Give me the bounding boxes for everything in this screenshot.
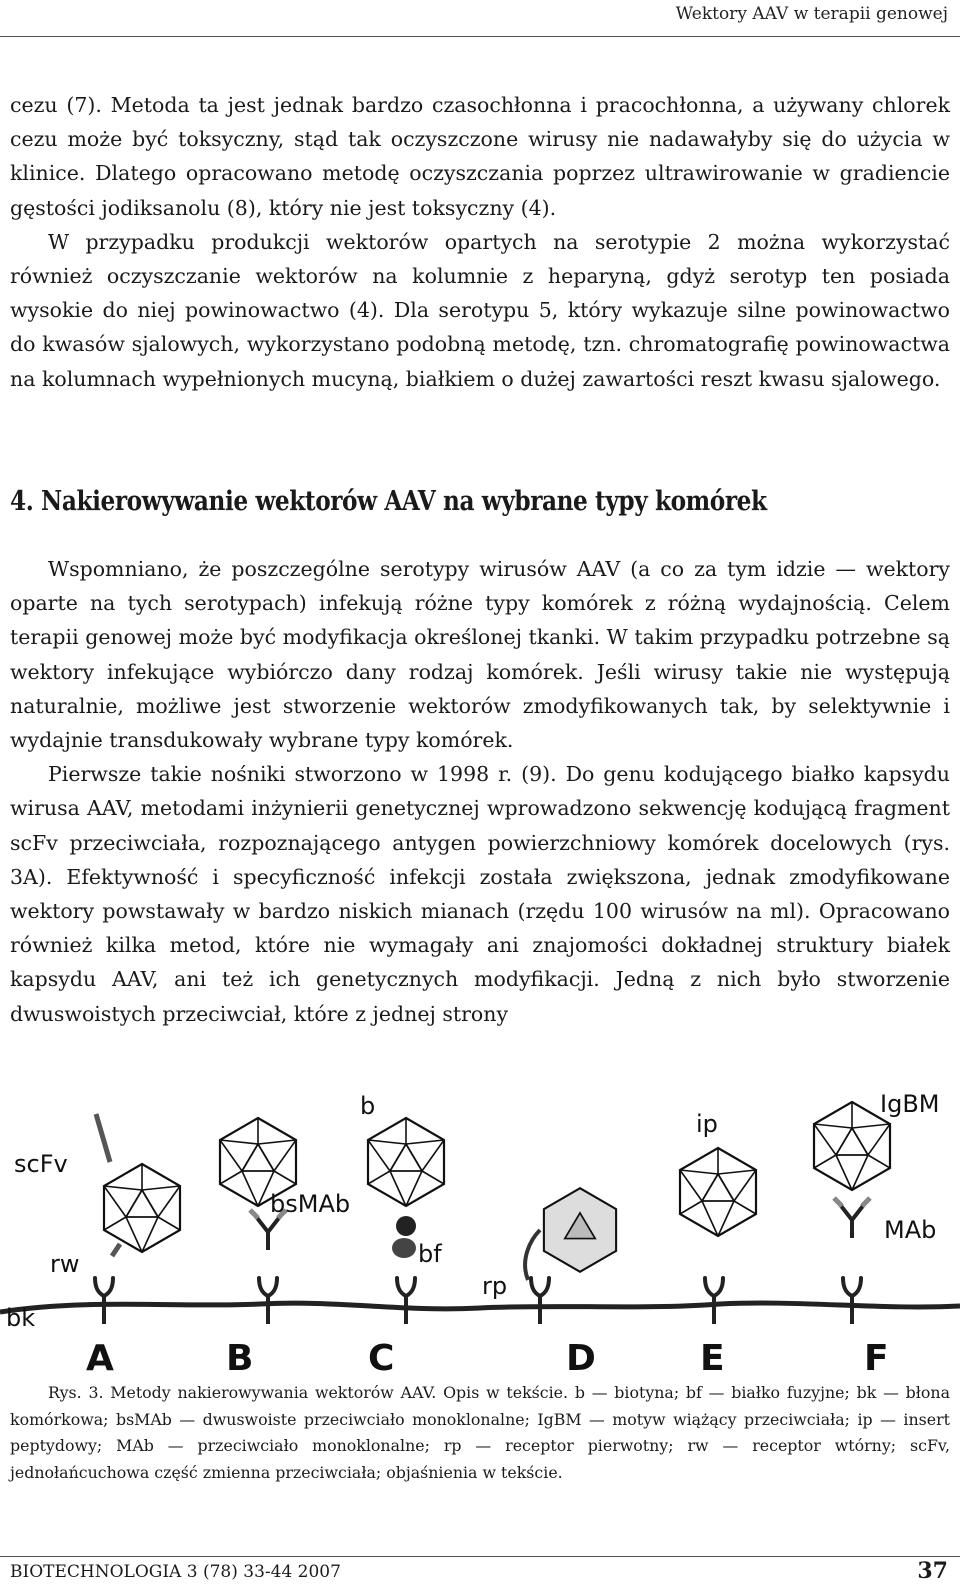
panel-e-diagram [680, 1148, 756, 1324]
paragraph: Pierwsze takie nośniki stworzono w 1998 r. (9). Do genu kodującego białko kapsydu wirusa AAV, metodami inżynierii genetycznej wprowadzono sekwencję kodującą fragment scFv przeciwciała, rozpoznającego antygen powierzchniowy komórek docelowych (rys. 3A). Efektywność i specyficzność infekcji została zwiększona, jednak zmodyfikowane wektory powstawały w bardzo niskich mianach (rzędu 100 wirusów na ml). Opracowano również kilka metod, które nie wymagały ani znajomości dokładnej struktury białek kapsydu AAV, ani też ich genetycznych modyfikacji. Jedną z nich było stworzenie dwuswoistych przeciwciał, które z jednej strony [10, 762, 950, 1026]
header-rule [0, 36, 960, 37]
panel-d-diagram [525, 1188, 616, 1324]
caption-text: Rys. 3. Metody nakierowywania wektorów AAV. Opis w tekście. b — biotyna; bf — białko fuzyjne; bk — błona komórkowa; bsMAb — dwuswoiste przeciwciało monoklonalne; IgBM — motyw wiążący przeciwciała; ip — insert peptydowy; MAb — przeciwciało monoklonalne; rp — receptor pierwotny; rw — receptor wtórny; scFv, jednołańcuchowa część zmienna przeciwciała; objaśnienia w tekście. [10, 1383, 950, 1482]
label-mab: MAb [884, 1216, 937, 1244]
figure-aav-targeting [0, 1080, 960, 1380]
footer-rule [0, 1556, 960, 1557]
label-bk: bk [6, 1304, 36, 1332]
running-head: Wektory AAV w terapii genowej [675, 4, 948, 24]
label-scfv: scFv [14, 1150, 68, 1178]
section-heading: 4. Nakierowywanie wektorów AAV na wybrane typy komórek [10, 486, 767, 517]
cell-membrane [0, 1303, 960, 1312]
panel-a-diagram [95, 1114, 180, 1324]
paragraph: W przypadku produkcji wektorów opartych na serotypie 2 można wykorzystać również oczyszczanie wektorów na kolumnie z heparyną, gdyż serotyp ten posiada wysokie do niej powinowactwo (4). Dla serotypu 5, który wykazuje silne powinowactwo do kwasów sjalowych, wykorzystano podobną metodę, tzn. chromatografię powinowactwa na kolumnach wypełnionych mucyną, białkiem o dużej zawartości reszt kwasu sjalowego. [10, 229, 950, 391]
label-igbm: IgBM [880, 1090, 940, 1118]
page-number: 37 [917, 1558, 948, 1584]
label-bf: bf [418, 1240, 442, 1268]
panel-f-diagram [814, 1102, 890, 1324]
label-ip: ip [696, 1110, 718, 1138]
text-block-1 [10, 88, 950, 396]
paragraph: Wspomniano, że poszczególne serotypy wirusów AAV (a co za tym idzie — wektory oparte na tych serotypach) infekują różne typy komórek z różną wydajnością. Celem terapii genowej może być modyfikacja określonej tkanki. W takim przypadku potrzebne są wektory infekujące wybiórczo dany rodzaj komórek. Jeśli wirusy takie nie występują naturalnie, możliwe jest stworzenie wektorów zmodyfikowanych tak, by selektywnie i wydajnie transdukowały wybrane typy komórek. [10, 557, 950, 753]
panel-b-diagram [220, 1118, 296, 1324]
panel-label-f: F [864, 1338, 889, 1379]
label-b: b [360, 1092, 376, 1120]
panel-label-e: E [700, 1338, 725, 1379]
paragraph: cezu (7). Metoda ta jest jednak bardzo czasochłonna i pracochłonna, a używany chlorek cezu może być toksyczny, stąd tak oczyszczone wirusy nie nadawałyby się do użycia w klinice. Dlatego opracowano metodę oczyszczania poprzez ultrawirowanie w gradiencie gęstości jodiksanolu (8), który nie jest toksyczny (4). [10, 93, 950, 220]
panel-label-a: A [86, 1338, 114, 1379]
panel-label-c: C [368, 1338, 395, 1379]
label-rp: rp [482, 1272, 508, 1300]
text-block-2 [10, 552, 950, 1031]
figure-caption [10, 1380, 950, 1486]
label-bsmab: bsMAb [270, 1190, 351, 1218]
panel-label-d: D [566, 1338, 596, 1379]
panel-c-diagram [368, 1118, 444, 1324]
label-rw: rw [50, 1250, 80, 1278]
journal-citation: BIOTECHNOLOGIA 3 (78) 33-44 2007 [10, 1562, 341, 1582]
panel-label-b: B [226, 1338, 254, 1379]
figure-diagram [0, 1080, 960, 1380]
